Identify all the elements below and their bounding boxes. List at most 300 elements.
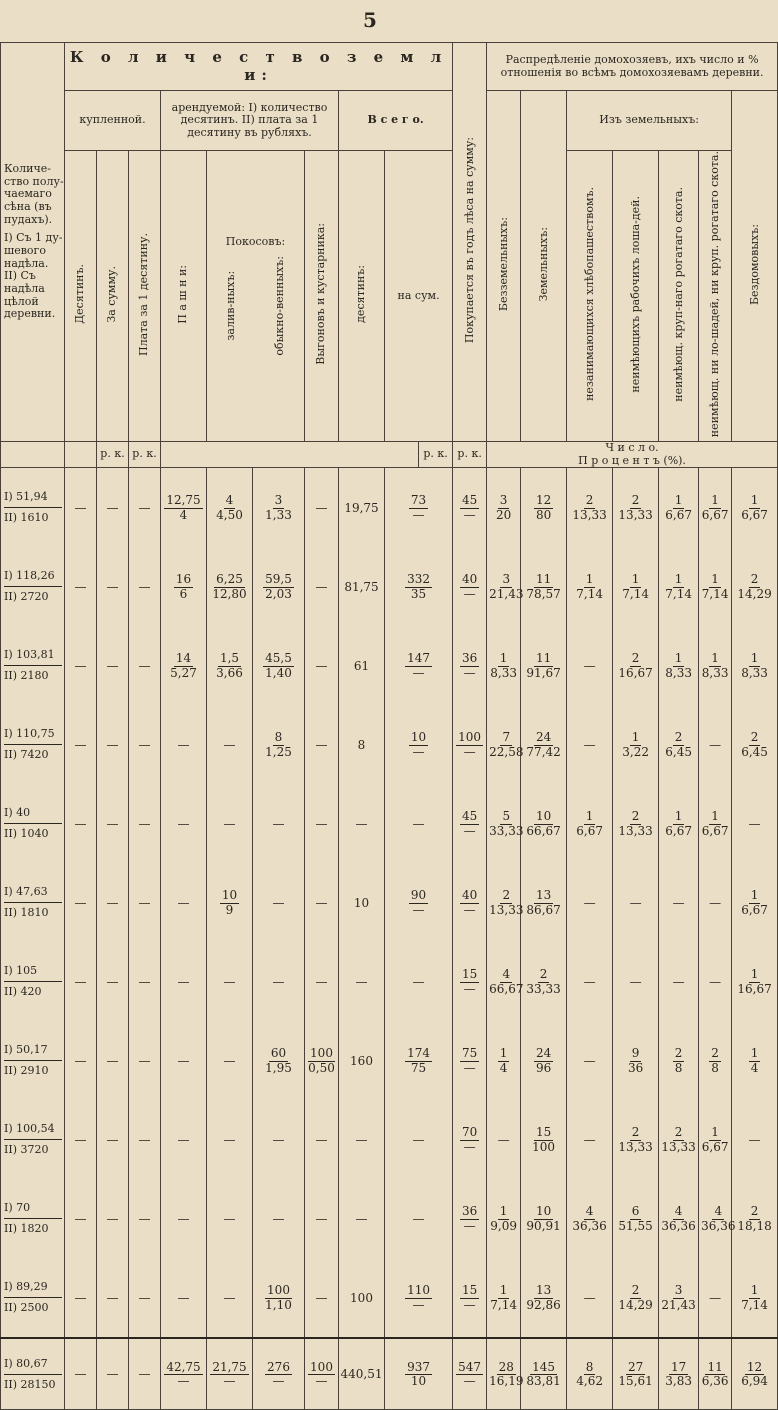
fraction-bottom: 100 xyxy=(532,1139,556,1154)
fraction-top: 547 xyxy=(458,1359,482,1374)
table-cell xyxy=(487,784,524,863)
landed-header-text: Земельныхъ: xyxy=(536,226,550,302)
desyatin-header xyxy=(65,151,97,442)
table-cell: — xyxy=(97,863,129,942)
fraction-value xyxy=(263,494,294,521)
table-cell: — xyxy=(305,1179,339,1258)
table-cell xyxy=(659,547,699,626)
fraction-value xyxy=(709,1047,721,1074)
table-cell xyxy=(659,468,699,548)
fraction-top: 10 xyxy=(535,809,552,824)
fraction-top: 1,5 xyxy=(219,651,240,666)
rented-header: арендуемой: I) количество десятинъ. II) плата за 1 десятину въ рубляхъ. xyxy=(161,91,339,151)
fraction-value xyxy=(487,573,525,600)
fraction-bottom: 80 xyxy=(535,507,552,522)
fraction-value xyxy=(460,652,479,679)
fraction-top: 21,75 xyxy=(212,1359,247,1374)
fraction-bottom: 3,66 xyxy=(216,665,243,680)
fraction-top: 40 xyxy=(461,572,478,587)
fraction-top: 16 xyxy=(175,572,192,587)
fraction-top: 2 xyxy=(539,967,548,982)
fraction-value xyxy=(574,810,605,837)
fraction-top: 40 xyxy=(461,888,478,903)
table-cell xyxy=(207,547,253,626)
table-cell xyxy=(453,784,487,863)
table-cell xyxy=(487,1338,524,1410)
table-cell xyxy=(161,626,207,705)
table-cell: — xyxy=(339,942,385,1021)
hay-cell xyxy=(1,1100,65,1179)
table-cell: — xyxy=(161,784,207,863)
fraction-bottom: 6,67 xyxy=(665,507,692,522)
fraction-value xyxy=(626,1047,645,1074)
table-cell xyxy=(521,1179,567,1258)
table-cell: — xyxy=(129,705,161,784)
fraction-bottom: 5,27 xyxy=(170,665,197,680)
fraction-top: 27 xyxy=(627,1359,644,1374)
table-cell xyxy=(732,705,778,784)
for-sum-header-text: За сумму. xyxy=(105,265,119,323)
fraction-value xyxy=(168,652,199,679)
fraction-top: 10 xyxy=(410,730,427,745)
table-cell xyxy=(732,626,778,705)
flooded-header: залив-ныхъ: xyxy=(224,271,238,342)
fraction-value xyxy=(494,494,513,521)
fraction-top: 2 xyxy=(631,493,640,508)
fraction-value xyxy=(735,1205,773,1232)
fraction-bottom: — xyxy=(412,1297,425,1312)
fraction-bottom: — xyxy=(463,507,476,522)
fraction-value xyxy=(164,1361,202,1388)
fraction-top: 2 xyxy=(750,572,759,587)
hay-per-share: I) 103,81 xyxy=(4,645,62,666)
distribution-header-text: Распредѣленіе домохозяевъ, ихъ число и % отношенія во всѣмъ домохозяевамъ деревни. xyxy=(500,52,764,79)
fraction-top: 24 xyxy=(535,730,552,745)
table-cell: — xyxy=(385,1100,453,1179)
pastures-header xyxy=(305,151,339,442)
table-cell: — xyxy=(567,942,613,1021)
no-both-header xyxy=(699,151,732,442)
fraction-value xyxy=(460,1126,479,1153)
table-cell: — xyxy=(699,942,732,1021)
fraction-bottom: — xyxy=(463,823,476,838)
table-cell: — xyxy=(207,942,253,1021)
table-cell xyxy=(613,784,659,863)
table-cell: — xyxy=(732,784,778,863)
fraction-value xyxy=(488,652,519,679)
table-cell: — xyxy=(161,942,207,1021)
fraction-value xyxy=(405,573,432,600)
fraction-top: 5 xyxy=(502,809,511,824)
table-cell xyxy=(732,1179,778,1258)
fraction-value xyxy=(570,1205,608,1232)
table-cell: — xyxy=(97,942,129,1021)
fraction-bottom: 6,36 xyxy=(701,1374,729,1389)
fraction-value xyxy=(616,1205,654,1232)
fraction-top: 2 xyxy=(631,1125,640,1140)
fraction-value xyxy=(405,1284,432,1311)
fraction-top: 4 xyxy=(502,967,511,982)
table-cell xyxy=(385,626,453,705)
table-cell xyxy=(487,1258,521,1338)
table-cell: — xyxy=(253,1179,305,1258)
fraction-top: 12 xyxy=(535,493,552,508)
table-cell: — xyxy=(613,863,659,942)
fraction-value xyxy=(574,573,605,600)
fraction-bottom: — xyxy=(463,1297,476,1312)
ordinary-header: обыкно-венныхъ: xyxy=(272,256,286,357)
fraction-top: 3 xyxy=(274,493,283,508)
hay-per-village: II) 2720 xyxy=(4,590,49,604)
fraction-bottom: 18,18 xyxy=(737,1218,772,1233)
table-cell xyxy=(699,547,732,626)
fraction-top: 1 xyxy=(499,651,508,666)
table-cell: — xyxy=(305,1100,339,1179)
table-cell xyxy=(521,863,567,942)
fraction-value xyxy=(570,494,608,521)
table-cell xyxy=(613,1338,659,1410)
table-cell xyxy=(732,1338,778,1410)
fraction-bottom: 33,33 xyxy=(526,981,561,996)
fraction-bottom: 6,67 xyxy=(741,507,768,522)
fraction-value xyxy=(164,494,202,521)
fraction-bottom: 13,33 xyxy=(618,507,653,522)
fraction-bottom: 1,95 xyxy=(265,1060,292,1075)
fraction-top: 3 xyxy=(502,572,511,587)
table-cell: — xyxy=(129,1258,161,1338)
hay-cell xyxy=(1,468,65,548)
table-cell xyxy=(613,547,659,626)
fraction-value xyxy=(663,494,694,521)
table-row xyxy=(1,784,778,863)
hay-cell xyxy=(1,784,65,863)
fraction-value xyxy=(735,573,773,600)
hay-cell xyxy=(1,547,65,626)
fraction-bottom: 10 xyxy=(410,1374,427,1389)
fraction-value xyxy=(409,731,428,758)
fraction-bottom: 86,67 xyxy=(526,902,561,917)
fraction-top: 3 xyxy=(674,1283,683,1298)
fraction-top: 8 xyxy=(585,1359,594,1374)
table-cell xyxy=(521,784,567,863)
table-cell xyxy=(613,1179,659,1258)
fraction-top: 937 xyxy=(407,1359,430,1374)
fraction-top: 6 xyxy=(631,1204,640,1219)
table-cell: — xyxy=(65,1021,97,1100)
table-cell: — xyxy=(253,1100,305,1179)
fraction-top: 11 xyxy=(535,572,552,587)
table-cell xyxy=(659,1338,699,1410)
fraction-bottom: — xyxy=(463,1139,476,1154)
fraction-top: 45,5 xyxy=(265,651,292,666)
hay-per-share: I) 110,75 xyxy=(4,724,62,745)
fraction-bottom: 4 xyxy=(499,1060,508,1075)
fraction-top: 14 xyxy=(175,651,192,666)
hay-header-text: Количе-ство полу-чаемаго сѣна (въ пудахъ). xyxy=(4,162,64,226)
table-cell xyxy=(521,942,567,1021)
hay-per-share: I) 100,54 xyxy=(4,1119,62,1140)
fraction-value xyxy=(663,810,694,837)
land-title-text: К о л и ч е с т в о з е м л и: xyxy=(69,48,448,84)
fraction-top: 147 xyxy=(407,651,430,666)
fraction-value xyxy=(214,652,245,679)
table-cell: — xyxy=(305,863,339,942)
table-cell xyxy=(521,547,567,626)
fraction-bottom: 90,91 xyxy=(526,1218,561,1233)
fraction-value xyxy=(263,573,294,600)
total-header-text: В с е г о. xyxy=(367,113,424,127)
fraction-bottom: — xyxy=(223,1374,236,1389)
table-cell: — xyxy=(65,468,97,548)
table-cell xyxy=(385,547,453,626)
no-cattle-header xyxy=(659,151,699,442)
fraction-bottom: 6,67 xyxy=(701,1139,729,1154)
table-row xyxy=(1,626,778,705)
fraction-top: 1 xyxy=(750,888,759,903)
fraction-value xyxy=(616,1284,654,1311)
table-cell xyxy=(613,1100,659,1179)
table-cell: 61 xyxy=(339,626,385,705)
dess-header-text: десятинъ: xyxy=(354,265,368,324)
table-cell xyxy=(699,468,732,548)
fraction-bottom: 13,33 xyxy=(489,902,524,917)
fraction-bottom: — xyxy=(177,1374,190,1389)
table-cell xyxy=(732,863,778,942)
fraction-top: 45 xyxy=(461,809,478,824)
fraction-bottom: — xyxy=(315,1374,328,1389)
fraction-top: 174 xyxy=(407,1046,430,1061)
table-row xyxy=(1,863,778,942)
fraction-value xyxy=(409,889,428,916)
table-cell xyxy=(659,705,699,784)
fraction-value xyxy=(174,573,193,600)
table-cell xyxy=(487,1021,521,1100)
fraction-bottom: 77,42 xyxy=(526,744,561,759)
table-row xyxy=(1,1179,778,1258)
hay-per-village: II) 2500 xyxy=(4,1301,49,1315)
table-cell xyxy=(567,784,613,863)
fraction-value xyxy=(488,1284,519,1311)
table-cell xyxy=(305,1338,339,1410)
fraction-bottom: 4 xyxy=(179,507,188,522)
table-cell: — xyxy=(567,863,613,942)
fraction-top: 1 xyxy=(585,572,594,587)
landless-header xyxy=(487,91,521,442)
no-horses-header xyxy=(613,151,659,442)
fraction-bottom: — xyxy=(463,744,476,759)
fraction-bottom: 6,67 xyxy=(576,823,603,838)
forest-header xyxy=(453,43,487,442)
table-cell: — xyxy=(65,1100,97,1179)
price-header-text: Плата за 1 десятину. xyxy=(137,232,151,356)
fraction-bottom: 6,45 xyxy=(665,744,692,759)
fraction-value xyxy=(739,1361,770,1388)
hay-per-village: II) 7420 xyxy=(4,748,49,762)
table-cell: — xyxy=(207,1021,253,1100)
fraction-top: 1 xyxy=(674,809,683,824)
fraction-bottom: 6,45 xyxy=(741,744,768,759)
fraction-value xyxy=(524,810,562,837)
table-cell: — xyxy=(161,705,207,784)
fraction-value xyxy=(530,1126,557,1153)
fraction-bottom: 78,57 xyxy=(526,586,561,601)
units-rk-4: р. к. xyxy=(453,441,487,467)
fraction-top: 1 xyxy=(711,572,719,587)
table-cell xyxy=(521,1338,567,1410)
fraction-bottom: — xyxy=(463,586,476,601)
table-cell: — xyxy=(567,705,613,784)
fraction-value xyxy=(700,1126,731,1153)
table-cell: — xyxy=(65,784,97,863)
fraction-value xyxy=(460,968,479,995)
landless-header-text: Безземельныхъ: xyxy=(496,217,510,312)
table-cell xyxy=(613,1021,659,1100)
fraction-bottom: 6,67 xyxy=(701,507,729,522)
fraction-top: 42,75 xyxy=(166,1359,201,1374)
fraction-top: 8 xyxy=(274,730,283,745)
table-cell xyxy=(253,1258,305,1338)
fraction-top: 2 xyxy=(502,888,511,903)
table-cell xyxy=(207,626,253,705)
table-cell: — xyxy=(659,942,699,1021)
table-cell xyxy=(659,1258,699,1338)
table-cell: — xyxy=(129,1338,161,1410)
fraction-top: 2 xyxy=(631,809,640,824)
table-cell: — xyxy=(161,1258,207,1338)
hay-per-village: II) 1820 xyxy=(4,1222,49,1236)
no-both-header-text: неимѣющ. ни ло-шадей, ни круп. рогатаго скота. xyxy=(708,151,722,438)
fraction-top: 4 xyxy=(714,1204,723,1219)
fraction-bottom: 21,43 xyxy=(489,586,524,601)
fraction-value xyxy=(460,1284,479,1311)
fraction-top: 2 xyxy=(750,730,759,745)
table-cell: — xyxy=(305,784,339,863)
table-row xyxy=(1,547,778,626)
table-cell xyxy=(659,1179,699,1258)
table-cell xyxy=(161,547,207,626)
fraction-top: 100 xyxy=(310,1359,333,1374)
no-horses-header-text: неимѣющихъ рабочихъ лоша-дей. xyxy=(628,195,642,393)
fraction-value xyxy=(460,810,479,837)
fraction-top: 1 xyxy=(499,1046,508,1061)
hay-cell xyxy=(1,863,65,942)
arable-header xyxy=(161,151,207,442)
desyatin-header-text: Десятинъ. xyxy=(73,264,87,325)
table-cell: — xyxy=(339,784,385,863)
table-cell xyxy=(521,468,567,548)
table-row xyxy=(1,705,778,784)
fraction-value xyxy=(620,573,651,600)
homeless-header xyxy=(732,91,778,442)
hay-cell xyxy=(1,1258,65,1338)
fraction-value xyxy=(263,1047,294,1074)
table-cell: — xyxy=(129,863,161,942)
fraction-value xyxy=(456,1361,483,1388)
fraction-top: 15 xyxy=(535,1125,552,1140)
fraction-value xyxy=(210,1361,248,1388)
fraction-top: 4 xyxy=(585,1204,594,1219)
table-cell: — xyxy=(385,784,453,863)
fraction-bottom: 7,14 xyxy=(576,586,603,601)
fraction-bottom: 8,33 xyxy=(741,665,768,680)
hay-per-share: I) 51,94 xyxy=(4,487,62,508)
fraction-top: 17 xyxy=(670,1359,687,1374)
units-number-percent xyxy=(487,441,778,467)
fraction-value xyxy=(659,1126,697,1153)
table-cell xyxy=(253,626,305,705)
table-cell: — xyxy=(97,547,129,626)
table-row xyxy=(1,1100,778,1179)
table-cell: — xyxy=(253,784,305,863)
fraction-bottom: 8,33 xyxy=(701,665,729,680)
na-sum-header: на сум. xyxy=(385,151,453,442)
fraction-value xyxy=(488,1205,519,1232)
fraction-value xyxy=(700,573,731,600)
fraction-top: 13 xyxy=(535,888,552,903)
table-cell xyxy=(207,468,253,548)
fraction-bottom: 35 xyxy=(410,586,427,601)
fraction-value xyxy=(456,731,483,758)
fraction-top: 2 xyxy=(750,1204,759,1219)
table-cell xyxy=(253,705,305,784)
fraction-value xyxy=(659,1284,697,1311)
table-cell: — xyxy=(385,942,453,1021)
fraction-value xyxy=(700,1361,731,1388)
fraction-bottom: — xyxy=(272,1374,285,1389)
fraction-bottom: — xyxy=(463,981,476,996)
fraction-value xyxy=(460,1047,479,1074)
hay-per-share: I) 80,67 xyxy=(4,1354,62,1375)
hay-per-share: I) 50,17 xyxy=(4,1040,62,1061)
fraction-bottom: 22,58 xyxy=(489,744,524,759)
fraction-value xyxy=(524,573,562,600)
units-rk-1: р. к. xyxy=(97,441,129,467)
fraction-value xyxy=(220,889,239,916)
fraction-value xyxy=(524,652,562,679)
table-cell xyxy=(699,1179,736,1258)
table-cell: — xyxy=(699,1258,732,1338)
fraction-bottom: 14,29 xyxy=(618,1297,653,1312)
fraction-top: 7 xyxy=(502,730,511,745)
fraction-bottom: 6,67 xyxy=(701,823,729,838)
fraction-top: 1 xyxy=(750,1046,759,1061)
no-farming-header xyxy=(567,151,613,442)
table-cell: — xyxy=(659,863,699,942)
table-cell xyxy=(659,1021,699,1100)
table-cell xyxy=(521,705,567,784)
fraction-value xyxy=(263,652,294,679)
table-cell: — xyxy=(129,784,161,863)
table-cell xyxy=(732,1258,778,1338)
fraction-top: 2 xyxy=(631,1283,640,1298)
table-cell: — xyxy=(65,626,97,705)
hay-per-village: II) 420 xyxy=(4,985,42,999)
fraction-top: 75 xyxy=(461,1046,478,1061)
fraction-value xyxy=(673,1047,685,1074)
hay-per-village: II) 3720 xyxy=(4,1143,49,1157)
no-farming-header-text: незанимающихся хлѣбопашествомъ. xyxy=(582,187,596,402)
fraction-top: 24 xyxy=(535,1046,552,1061)
hay-per-share: I) 47,63 xyxy=(4,882,62,903)
percent-label: П р о ц е н т ъ (%). xyxy=(578,453,686,467)
fraction-top: 1 xyxy=(750,651,759,666)
hay-per-village: II) 2910 xyxy=(4,1064,49,1078)
table-cell: — xyxy=(305,468,339,548)
fraction-top: 2 xyxy=(674,1125,683,1140)
fraction-bottom: 3,22 xyxy=(622,744,649,759)
hay-cell xyxy=(1,1179,65,1258)
table-cell: — xyxy=(253,863,305,942)
